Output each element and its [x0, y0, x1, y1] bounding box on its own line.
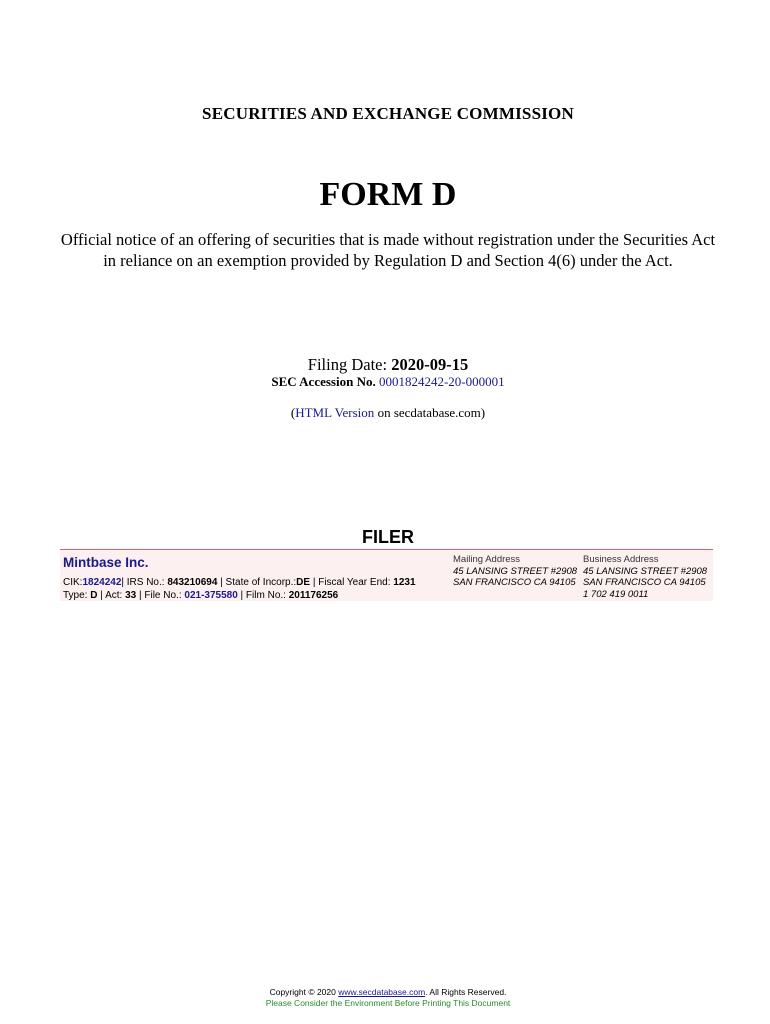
company-name-link[interactable]: Mintbase Inc.: [63, 555, 149, 570]
irs-label: | IRS No.:: [121, 577, 168, 588]
accession: [0, 374, 770, 390]
type-value: D: [90, 590, 98, 601]
film-value: 201176256: [288, 590, 339, 601]
html-version-open: (: [290, 405, 296, 420]
state-label: | State of Incorp.:: [217, 577, 297, 588]
mailing-address: [453, 554, 577, 589]
accession-link[interactable]: 0001824242-20-000001: [378, 374, 505, 389]
act-label: | Act:: [97, 590, 126, 601]
filing-date-value: 2020-09-15: [391, 355, 469, 374]
file-label: | File No.:: [136, 590, 185, 601]
type-label: Type:: [63, 590, 91, 601]
business-address-heading: Business Address: [583, 554, 659, 565]
fy-value: 1231: [393, 577, 416, 588]
html-version-link[interactable]: HTML Version: [295, 405, 375, 420]
business-address-line2: SAN FRANCISCO CA 94105: [583, 577, 706, 588]
cik-link[interactable]: 1824242: [82, 577, 122, 588]
mailing-address-line1: 45 LANSING STREET #2908: [453, 565, 578, 577]
commission-title: SECURITIES AND EXCHANGE COMMISSION: [202, 104, 574, 123]
filing-date-label: Filing Date:: [307, 355, 388, 374]
copyright-post: . All Rights Reserved.: [425, 987, 507, 997]
secdatabase-link[interactable]: www.secdatabase.com: [338, 987, 426, 997]
business-address-line1: 45 LANSING STREET #2908: [583, 565, 708, 577]
mailing-address-heading: Mailing Address: [453, 554, 521, 565]
business-address: [583, 554, 707, 600]
cik-label: CIK:: [63, 577, 83, 588]
state-value: DE: [296, 577, 311, 588]
act-value: 33: [125, 590, 137, 601]
filer-box: [60, 549, 713, 601]
form-notice: Official notice of an offering of securities that is made without registration under the Securities Act in reliance on an exemption provided by Regulation D and Section 4(6) under the Act.: [60, 230, 716, 270]
filer-id-line: [63, 577, 416, 588]
filer-heading: FILER: [362, 527, 414, 547]
environment-notice: Please Consider the Environment Before Printing This Document: [265, 998, 511, 1008]
filing-date: [0, 355, 770, 375]
fy-label: | Fiscal Year End:: [310, 577, 394, 588]
business-phone: 1 702 419 0011: [583, 588, 649, 600]
filer-type-line: [63, 590, 338, 601]
form-title: FORM D: [319, 176, 457, 213]
film-label: | Film No.:: [237, 590, 289, 601]
html-version: [0, 405, 770, 421]
html-version-rest: on secdatabase.com): [374, 405, 486, 420]
file-number-link[interactable]: 021-375580: [184, 590, 238, 601]
footer: [0, 987, 770, 1009]
copyright-pre: Copyright © 2020: [269, 987, 339, 997]
irs-value: 843210694: [167, 577, 218, 588]
mailing-address-line2: SAN FRANCISCO CA 94105: [453, 577, 576, 588]
copyright-line: [0, 987, 770, 998]
accession-label: SEC Accession No.: [271, 374, 376, 389]
